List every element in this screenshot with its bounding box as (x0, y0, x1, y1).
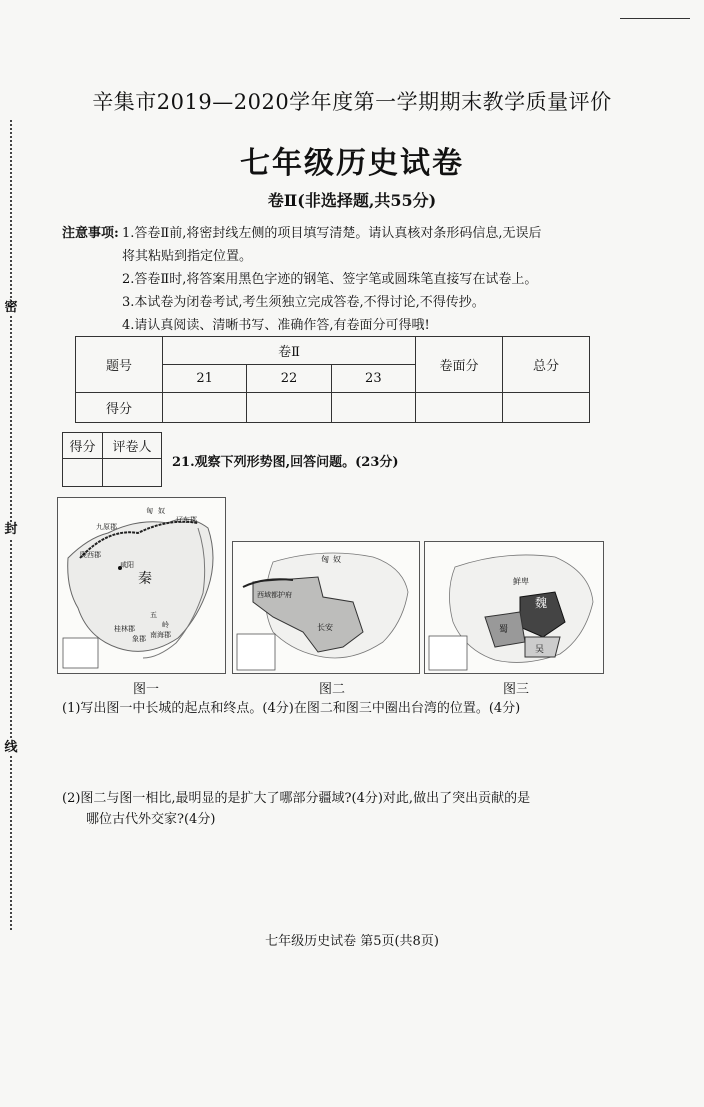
map1-label: 南海郡 (150, 631, 171, 639)
page-footer: 七年级历史试卷 第5页(共8页) (265, 934, 439, 949)
row-label-question: 题号 (76, 337, 163, 393)
note-item: 将其粘贴到指定位置。 (122, 249, 253, 264)
question-number: 23 (331, 365, 415, 393)
map2-caption: 图二 (318, 682, 345, 697)
question-21-sub2: (2)图二与图一相比,最明显的是扩大了哪部分疆域?(4分)对此,做出了突出贡献的是 (62, 791, 531, 806)
grader-score-label: 得分 (63, 433, 103, 459)
map1-label: 象郡 (132, 635, 146, 643)
map3-label: 蜀 (499, 625, 509, 635)
seal-mark-feng: 封 (4, 522, 18, 537)
map3-label: 吴 (535, 645, 545, 655)
question-number: 22 (247, 365, 331, 393)
grader-score-cell[interactable] (63, 459, 103, 487)
map2-label: 长安 (317, 623, 333, 632)
map1-label: 辽东郡 (176, 516, 197, 524)
question-number: 21 (163, 365, 247, 393)
map1-label: 奴 (158, 507, 165, 515)
seal-mark-xian: 线 (4, 740, 18, 755)
map1-label: 匈 (146, 507, 153, 515)
notes-label: 注意事项: (62, 226, 119, 241)
exam-title: 七年级历史试卷 (240, 146, 464, 181)
map1-caption: 图一 (132, 682, 159, 697)
map-qin (57, 497, 226, 674)
note-item: 2.答卷Ⅱ时,将答案用黑色字迹的钢笔、签字笔或圆珠笔直接写在试卷上。 (122, 272, 538, 287)
school-header: 辛集市2019—2020学年度第一学期期末教学质量评价 (92, 90, 612, 114)
seal-mark-mi: 密 (4, 300, 18, 315)
map1-label: 秦 (138, 571, 152, 587)
total-cell[interactable] (503, 393, 590, 423)
map2-label: 匈 (321, 555, 329, 564)
map1-label: 咸阳 (120, 561, 134, 569)
note-item: 4.请认真阅读、清晰书写、准确作答,有卷面分可得哦! (122, 318, 430, 333)
section-header: 卷Ⅱ (163, 337, 416, 365)
section-subtitle: 卷Ⅱ(非选择题,共55分) (267, 191, 437, 210)
map1-label: 五 (150, 611, 157, 619)
map1-label: 桂林郡 (114, 625, 135, 633)
paper-score-header: 卷面分 (416, 337, 503, 393)
map2-label: 西域都护府 (257, 591, 292, 599)
score-cell[interactable] (331, 393, 415, 423)
note-item: 1.答卷Ⅱ前,将密封线左侧的项目填写清楚。请认真核对条形码信息,无误后 (122, 226, 542, 241)
map3-label: 魏 (535, 596, 548, 610)
map-han (232, 541, 420, 674)
row-label-score: 得分 (76, 393, 163, 423)
map3-label: 鲜卑 (513, 577, 529, 586)
total-header: 总分 (503, 337, 590, 393)
score-cell[interactable] (163, 393, 247, 423)
top-rule (620, 18, 690, 19)
score-table (75, 336, 590, 423)
map3-caption: 图三 (502, 682, 529, 697)
map1-label: 岭 (162, 621, 169, 629)
grader-name-label: 评卷人 (102, 433, 161, 459)
note-item: 3.本试卷为闭卷考试,考生须独立完成答卷,不得讨论,不得传抄。 (122, 295, 485, 310)
question-21-sub2-cont: 哪位古代外交家?(4分) (86, 812, 216, 827)
question-21-sub1: (1)写出图一中长城的起点和终点。(4分)在图二和图三中圈出台湾的位置。(4分) (62, 701, 521, 716)
question-21-prompt: 21.观察下列形势图,回答问题。(23分) (172, 455, 399, 470)
map-three-kingdoms (424, 541, 604, 674)
grader-box (62, 432, 162, 487)
map2-label: 奴 (333, 555, 341, 564)
score-cell[interactable] (247, 393, 331, 423)
paper-score-cell[interactable] (416, 393, 503, 423)
map1-label: 陇西郡 (80, 551, 101, 559)
map1-label: 九原郡 (96, 523, 117, 531)
grader-name-cell[interactable] (102, 459, 161, 487)
notes (62, 222, 622, 337)
map-three-kingdoms-drawing (425, 542, 603, 673)
